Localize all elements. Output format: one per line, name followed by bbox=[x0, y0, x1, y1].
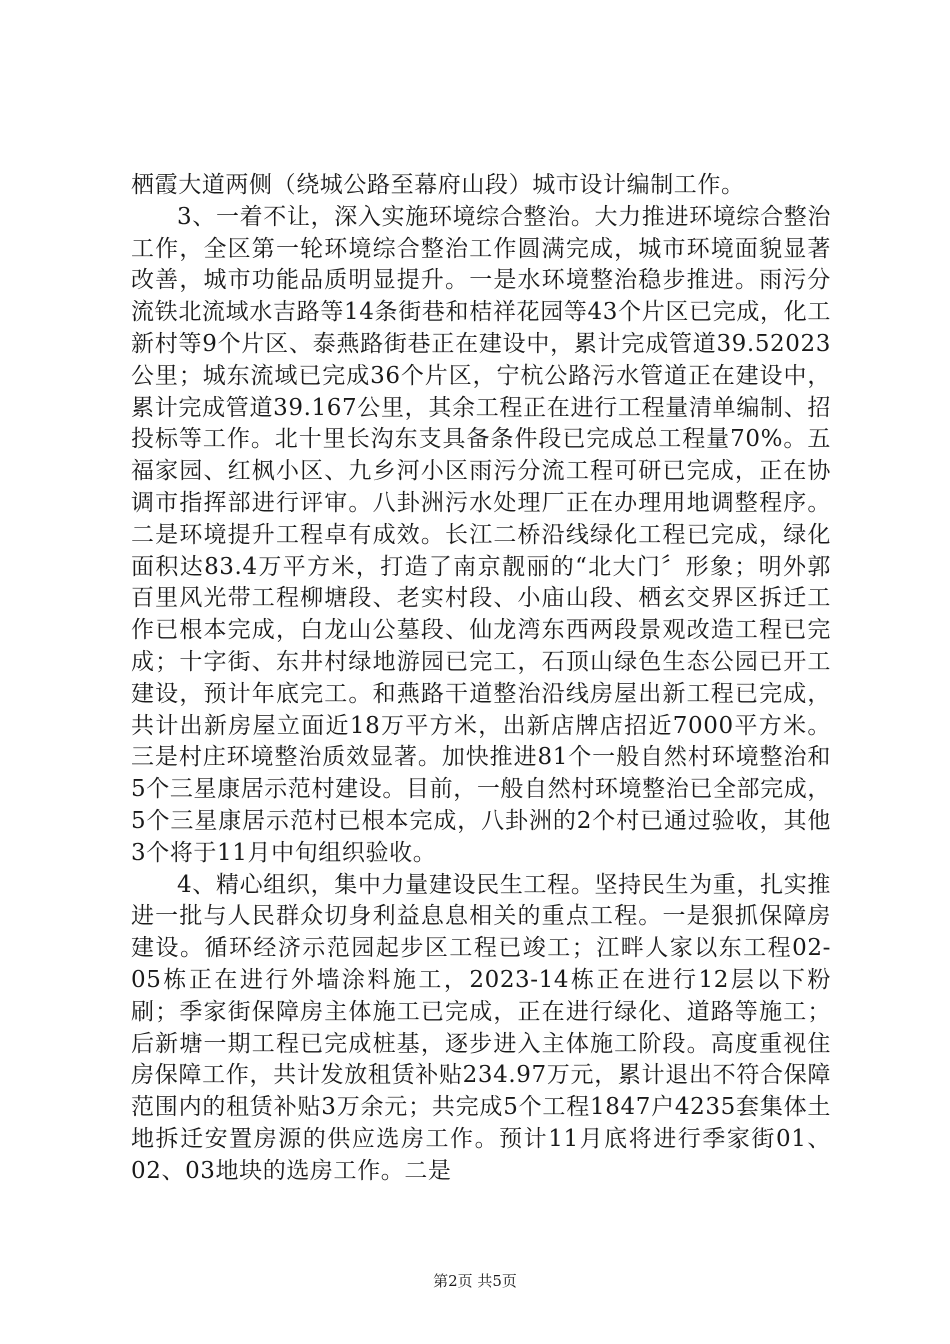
paragraph-1: 栖霞大道两侧（绕城公路至幕府山段）城市设计编制工作。 bbox=[131, 172, 745, 198]
document-body bbox=[131, 170, 831, 1188]
paragraph-3: 4、精心组织，集中力量建设民生工程。坚持民生为重，扎实推进一批与人民群众切身利益息息相关的重点工程。一是狠抓保障房建设。循环经济示范园起步区工程已竣工；江畔人家以东工程02-05栋正在进行外墙涂料施工，2023-14栋正在进行12层以下粉刷；季家街保障房主体施工已完成，正在进行绿化、道路等施工；后新塘一期工程已完成桩基，逐步进入主体施工阶段。高度重视住房保障工作，共计发放租赁补贴234.97万元，累计退出不符合保障范围内的租赁补贴3万余元；共完成5个工程1847户4235套集体土地拆迁安置房源的供应选房工作。预计11月底将进行季家街01、02、03地块的选房工作。二是 bbox=[131, 871, 831, 1184]
paragraph-2: 3、一着不让，深入实施环境综合整治。大力推进环境综合整治工作，全区第一轮环境综合整治工作圆满完成，城市环境面貌显著改善，城市功能品质明显提升。一是水环境整治稳步推进。雨污分流铁北流域水吉路等14条街巷和桔祥花园等43个片区已完成，化工新村等9个片区、泰燕路街巷正在建设中，累计完成管道39.52023公里；城东流域已完成36个片区，宁杭公路污水管道正在建设中，累计完成管道39.167公里，其余工程正在进行工程量清单编制、招投标等工作。北十里长沟东支具备条件段已完成总工程量70%。五福家园、红枫小区、九乡河小区雨污分流工程可研已完成，正在协调市指挥部进行评审。八卦洲污水处理厂正在办理用地调整程序。二是环境提升工程卓有成效。长江二桥沿线绿化工程已完成，绿化面积达83.4万平方米，打造了南京靓丽的“北大门〞形象；明外郭百里风光带工程柳塘段、老实村段、小庙山段、栖玄交界区拆迁工作已根本完成，白龙山公墓段、仙龙湾东西两段景观改造工程已完成；十字街、东井村绿地游园已完工，石顶山绿色生态公园已开工建设，预计年底完工。和燕路干道整治沿线房屋出新工程已完成，共计出新房屋立面近18万平方米，出新店牌店招近7000平方米。三是村庄环境整治质效显著。加快推进81个一般自然村环境整治和5个三星康居示范村建设。目前，一般自然村环境整治已全部完成，5个三星康居示范村已根本完成，八卦洲的2个村已通过验收，其他3个将于11月中旬组织验收。 bbox=[131, 203, 831, 866]
page-number-footer: 第2页 共5页 bbox=[433, 1272, 517, 1290]
